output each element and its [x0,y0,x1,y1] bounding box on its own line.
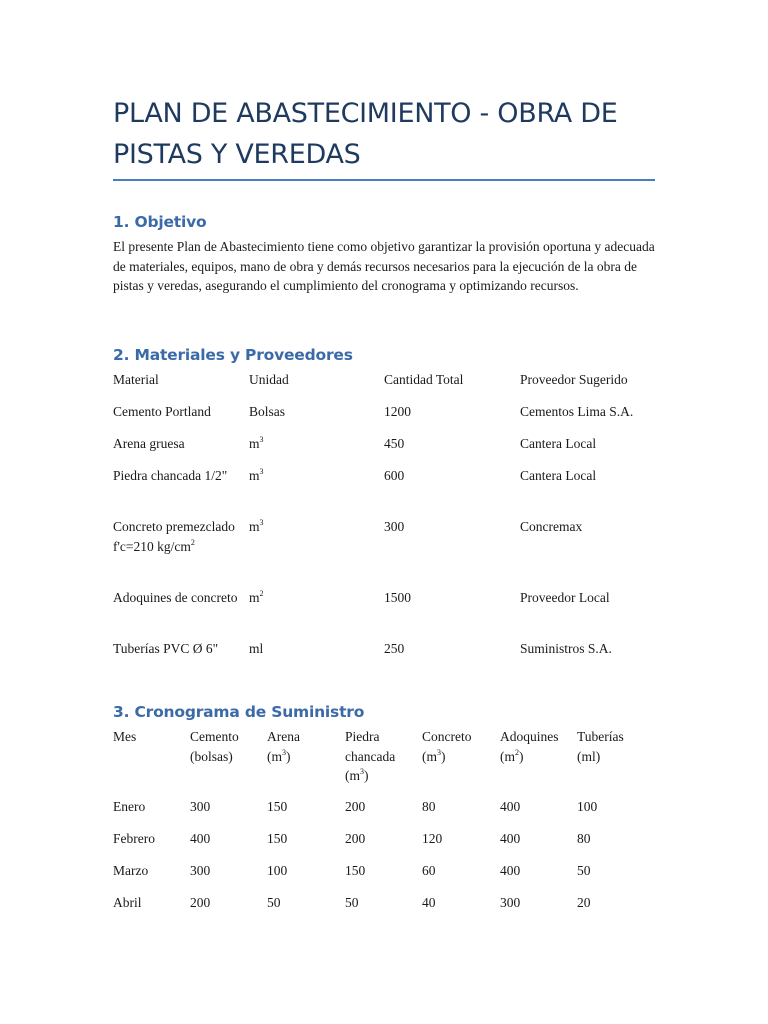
schedule-col-header [577,727,655,797]
unit-superscript: 3 [259,518,264,527]
column-label: Arena [267,729,300,744]
unit-superscript: 2 [259,589,264,598]
column-unit-close: ) [286,748,291,764]
schedule-cell-piedra: 150 [345,863,366,878]
unit-cell [249,639,384,671]
schedule-cell-arena: 100 [267,863,288,878]
schedule-cell-month: Abril [113,895,142,910]
table-row [113,829,655,861]
column-label: Piedra chancada [345,729,396,764]
column-unit [422,747,500,767]
quantity-cell: 250 [384,641,405,656]
schedule-cell-cemento: 300 [190,799,211,814]
schedule-col-header [500,727,577,797]
table-row [113,861,655,893]
column-label: Cemento [190,729,239,744]
column-label: Adoquines [500,729,559,744]
unit-cell [249,434,384,466]
supplier-cell: Suministros S.A. [520,641,612,656]
schedule-cell-piedra: 200 [345,831,366,846]
schedule-cell-arena: 150 [267,831,288,846]
material-name: Cemento Portland [113,404,211,419]
objective-heading: 1. Objetivo [113,213,207,231]
schedule-cell-month: Febrero [113,831,155,846]
material-cell [113,639,249,671]
column-unit [577,747,655,767]
column-unit-superscript: 3 [282,747,286,757]
schedule-cell-tuberias: 80 [577,831,591,846]
column-unit-superscript: 2 [515,747,519,757]
table-row [113,639,655,671]
column-unit-text: (m [500,748,515,764]
column-unit-text: (bolsas) [190,748,233,764]
unit-value: m [249,468,260,483]
supplier-cell: Cantera Local [520,436,597,451]
quantity-cell: 600 [384,468,405,483]
unit-cell [249,466,384,517]
schedule-cell-tuberias: 20 [577,895,591,910]
supplier-cell: Concremax [520,519,583,534]
column-unit [267,747,345,767]
material-cell [113,588,249,639]
materials-col-material: Material [113,372,159,387]
column-unit-superscript: 3 [437,747,441,757]
schedule-table [113,727,655,925]
schedule-cell-cemento: 200 [190,895,211,910]
table-row [113,434,655,466]
schedule-col-header [345,727,422,797]
material-name: Arena gruesa [113,436,185,451]
unit-value: m [249,436,260,451]
unit-cell [249,588,384,639]
material-name: Concreto premezclado f'c=210 kg/cm [113,519,235,554]
unit-superscript: 3 [259,435,264,444]
schedule-cell-month: Marzo [113,863,149,878]
materials-header-row [113,370,655,402]
schedule-cell-concreto: 80 [422,799,436,814]
table-row [113,517,655,588]
supplier-cell: Proveedor Local [520,590,610,605]
title-divider [113,179,655,181]
document-title: PLAN DE ABASTECIMIENTO - OBRA DE PISTAS Y VEREDAS [113,98,618,170]
schedule-cell-arena: 50 [267,895,281,910]
column-unit-close: ) [364,768,369,783]
unit-superscript: 3 [259,467,264,476]
supplier-cell: Cementos Lima S.A. [520,404,634,419]
schedule-cell-adoquines: 300 [500,895,521,910]
unit-value: m [249,590,260,605]
column-unit-text: (m [345,768,360,783]
table-row [113,466,655,517]
column-unit [345,766,422,786]
schedule-cell-tuberias: 100 [577,799,598,814]
column-unit-text: (m [267,748,282,764]
column-unit [190,747,267,767]
materials-table [113,370,655,671]
quantity-cell: 1200 [384,404,411,419]
table-row [113,893,655,925]
column-unit-text: (m [422,748,437,764]
material-cell [113,402,249,434]
unit-cell [249,517,384,588]
schedule-cell-concreto: 60 [422,863,436,878]
schedule-cell-cemento: 300 [190,863,211,878]
schedule-cell-piedra: 50 [345,895,359,910]
schedule-cell-concreto: 120 [422,831,443,846]
material-superscript: 2 [190,537,195,547]
schedule-cell-arena: 150 [267,799,288,814]
table-row [113,588,655,639]
schedule-cell-adoquines: 400 [500,863,521,878]
unit-value: Bolsas [249,404,286,419]
material-name: Adoquines de concreto [113,590,238,605]
column-unit [500,747,577,767]
column-label: Mes [113,729,137,744]
supplier-cell: Cantera Local [520,468,597,483]
schedule-cell-adoquines: 400 [500,831,521,846]
schedule-cell-adoquines: 400 [500,799,521,814]
materials-heading: 2. Materiales y Proveedores [113,346,353,364]
quantity-cell: 300 [384,519,405,534]
material-cell [113,466,249,517]
material-cell [113,434,249,466]
column-unit-text: (ml) [577,748,601,764]
material-name: Tuberías PVC Ø 6" [113,641,219,656]
material-cell [113,517,249,588]
column-unit-close: ) [519,748,524,764]
schedule-cell-piedra: 200 [345,799,366,814]
schedule-cell-concreto: 40 [422,895,436,910]
schedule-col-header [113,727,190,797]
column-label: Concreto [422,729,472,744]
objective-paragraph: El presente Plan de Abastecimiento tiene como objetivo garantizar la provisión oportuna y adecuada de materiales, equipos, mano de obra y demás recursos necesarios para la ejecución de la obra de pistas y veredas, asegurando el cumplimiento del cronograma y optimizando recursos. [113,239,655,293]
quantity-cell: 1500 [384,590,411,605]
schedule-cell-month: Enero [113,799,146,814]
unit-cell [249,402,384,434]
materials-col-quantity: Cantidad Total [384,372,464,387]
column-label: Tuberías [577,729,624,744]
schedule-col-header [267,727,345,797]
unit-value: m [249,519,260,534]
table-row [113,797,655,829]
column-unit-superscript: 3 [360,767,364,776]
schedule-cell-tuberias: 50 [577,863,591,878]
material-name: Piedra chancada 1/2" [113,468,228,483]
column-unit-close: ) [441,748,446,764]
quantity-cell: 450 [384,436,405,451]
materials-col-supplier: Proveedor Sugerido [520,372,628,387]
table-row [113,402,655,434]
schedule-col-header [422,727,500,797]
unit-value: ml [249,641,264,656]
schedule-header-row [113,727,655,797]
schedule-heading: 3. Cronograma de Suministro [113,703,365,721]
schedule-cell-cemento: 400 [190,831,211,846]
materials-col-unit: Unidad [249,372,289,387]
schedule-col-header [190,727,267,797]
